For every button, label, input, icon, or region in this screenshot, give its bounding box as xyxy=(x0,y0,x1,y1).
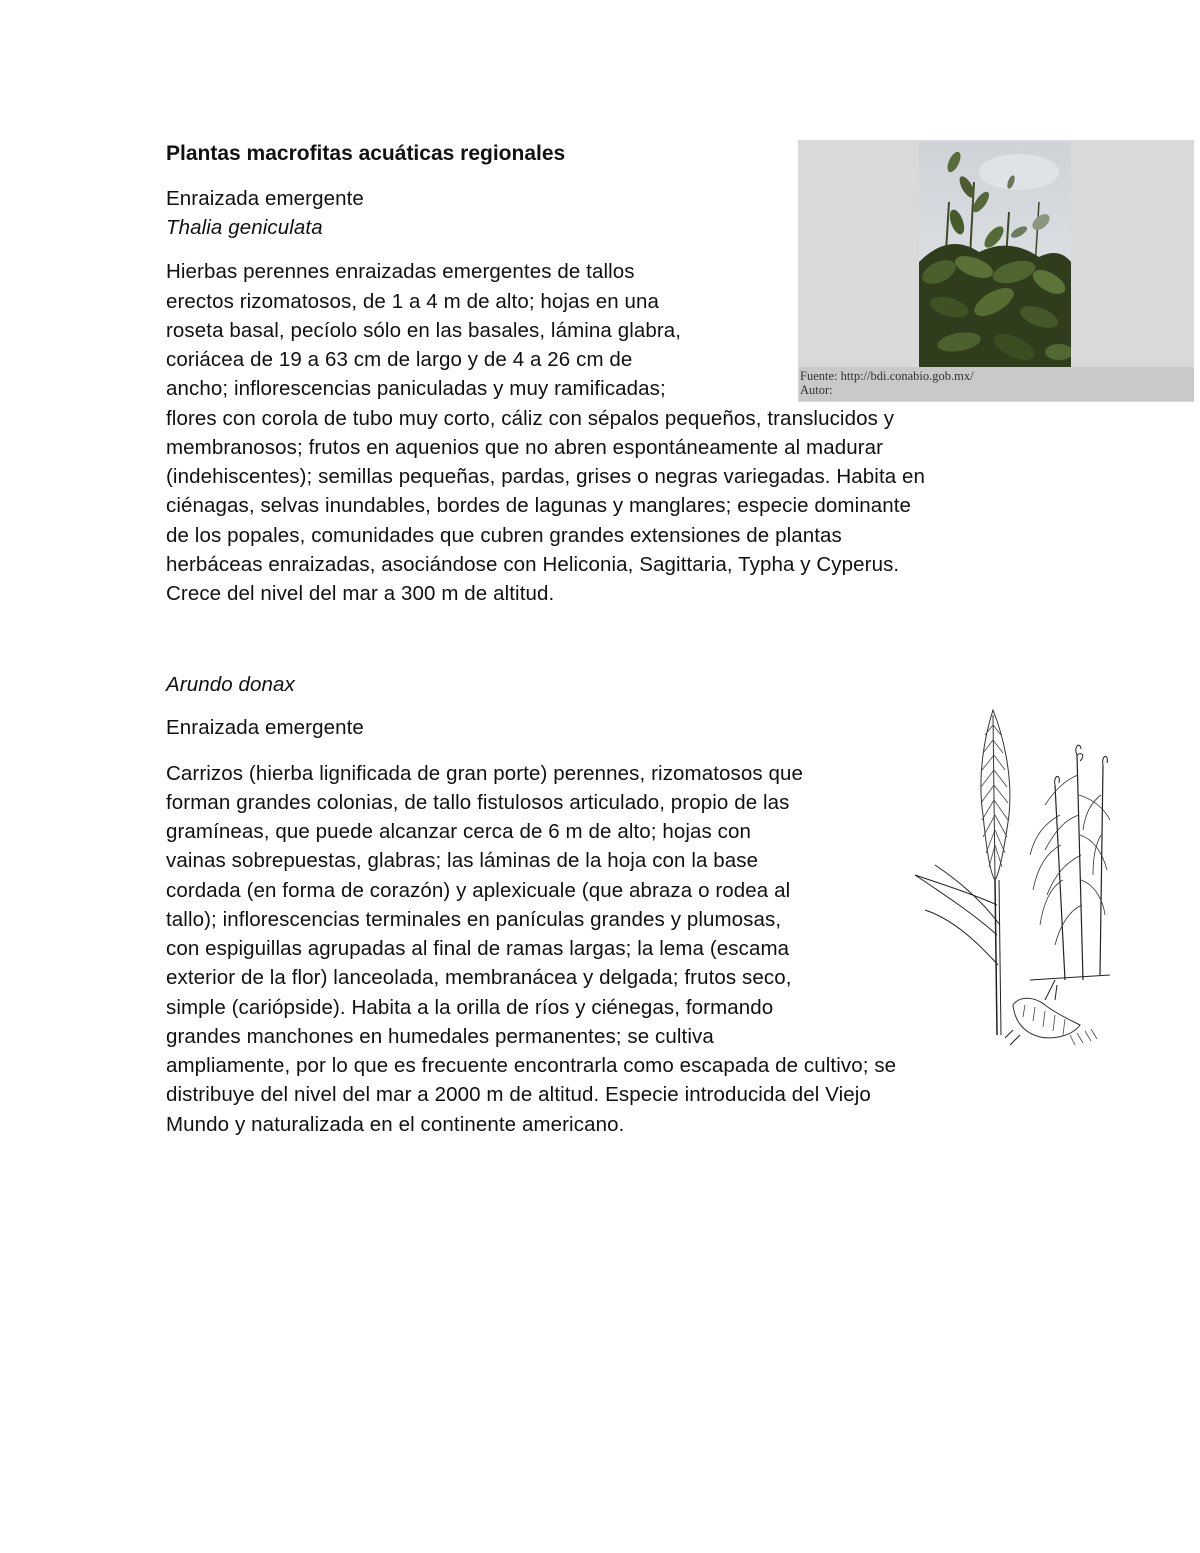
photo-caption xyxy=(799,367,1194,401)
description-line: Crece del nivel del mar a 300 m de altitud. xyxy=(166,582,555,605)
description-line: membranosos; frutos en aquenios que no abren espontáneamente al madurar xyxy=(166,436,884,459)
page-title: Plantas macrofitas acuáticas regionales xyxy=(166,142,566,165)
description-line: herbáceas enraizadas, asociándose con Heliconia, Sagittaria, Typha y Cyperus. xyxy=(166,553,900,576)
photo-source: Fuente: http://bdi.conabio.gob.mx/ xyxy=(800,369,974,383)
description-line: flores con corola de tubo muy corto, cáliz con sépalos pequeños, translucidos y xyxy=(166,407,895,430)
description-line: ancho; inflorescencias paniculadas y muy ramificadas; xyxy=(166,377,666,400)
description-line: ciénagas, selvas inundables, bordes de lagunas y manglares; especie dominante xyxy=(166,494,912,517)
thalia-geniculata-photo xyxy=(919,142,1071,369)
description-line: exterior de la flor) lanceolada, membranácea y delgada; frutos seco, xyxy=(166,966,792,989)
description-line: coriácea de 19 a 63 cm de largo y de 4 a 26 cm de xyxy=(166,348,633,371)
description-line: distribuye del nivel del mar a 2000 m de altitud. Especie introducida del Viejo xyxy=(166,1083,871,1106)
arundo-donax-illustration xyxy=(905,705,1110,1050)
species2-type: Enraizada emergente xyxy=(166,716,364,739)
description-line: gramíneas, que puede alcanzar cerca de 6 m de alto; hojas con xyxy=(166,820,752,843)
description-line: con espiguillas agrupadas al final de ramas largas; la lema (escama xyxy=(166,937,790,960)
description-line: de los popales, comunidades que cubren grandes extensiones de plantas xyxy=(166,524,842,547)
description-line: ampliamente, por lo que es frecuente encontrarla como escapada de cultivo; se xyxy=(166,1054,897,1077)
description-line: Hierbas perennes enraizadas emergentes de tallos xyxy=(166,260,635,283)
description-line: erectos rizomatosos, de 1 a 4 m de alto; hojas en una xyxy=(166,290,660,313)
species1-type: Enraizada emergente xyxy=(166,187,364,210)
description-line: cordada (en forma de corazón) y aplexicuale (que abraza o rodea al xyxy=(166,879,791,902)
description-line: vainas sobrepuestas, glabras; las láminas de la hoja con la base xyxy=(166,849,759,872)
description-line: (indehiscentes); semillas pequeñas, pardas, grises o negras variegadas. Habita en xyxy=(166,465,926,488)
species1-name: Thalia geniculata xyxy=(166,216,323,239)
description-line: simple (cariópside). Habita a la orilla de ríos y ciénegas, formando xyxy=(166,996,774,1019)
description-line: forman grandes colonias, de tallo fistulosos articulado, propio de las xyxy=(166,791,790,814)
photo-author: Autor: xyxy=(800,383,833,397)
thalia-photo-figure xyxy=(798,140,1194,402)
description-line: Carrizos (hierba lignificada de gran porte) perennes, rizomatosos que xyxy=(166,762,804,785)
description-line: grandes manchones en humedales permanentes; se cultiva xyxy=(166,1025,714,1048)
description-line: roseta basal, pecíolo sólo en las basales, lámina glabra, xyxy=(166,319,682,342)
description-line: Mundo y naturalizada en el continente americano. xyxy=(166,1113,625,1136)
species2-name: Arundo donax xyxy=(166,673,295,696)
description-line: tallo); inflorescencias terminales en panículas grandes y plumosas, xyxy=(166,908,782,931)
